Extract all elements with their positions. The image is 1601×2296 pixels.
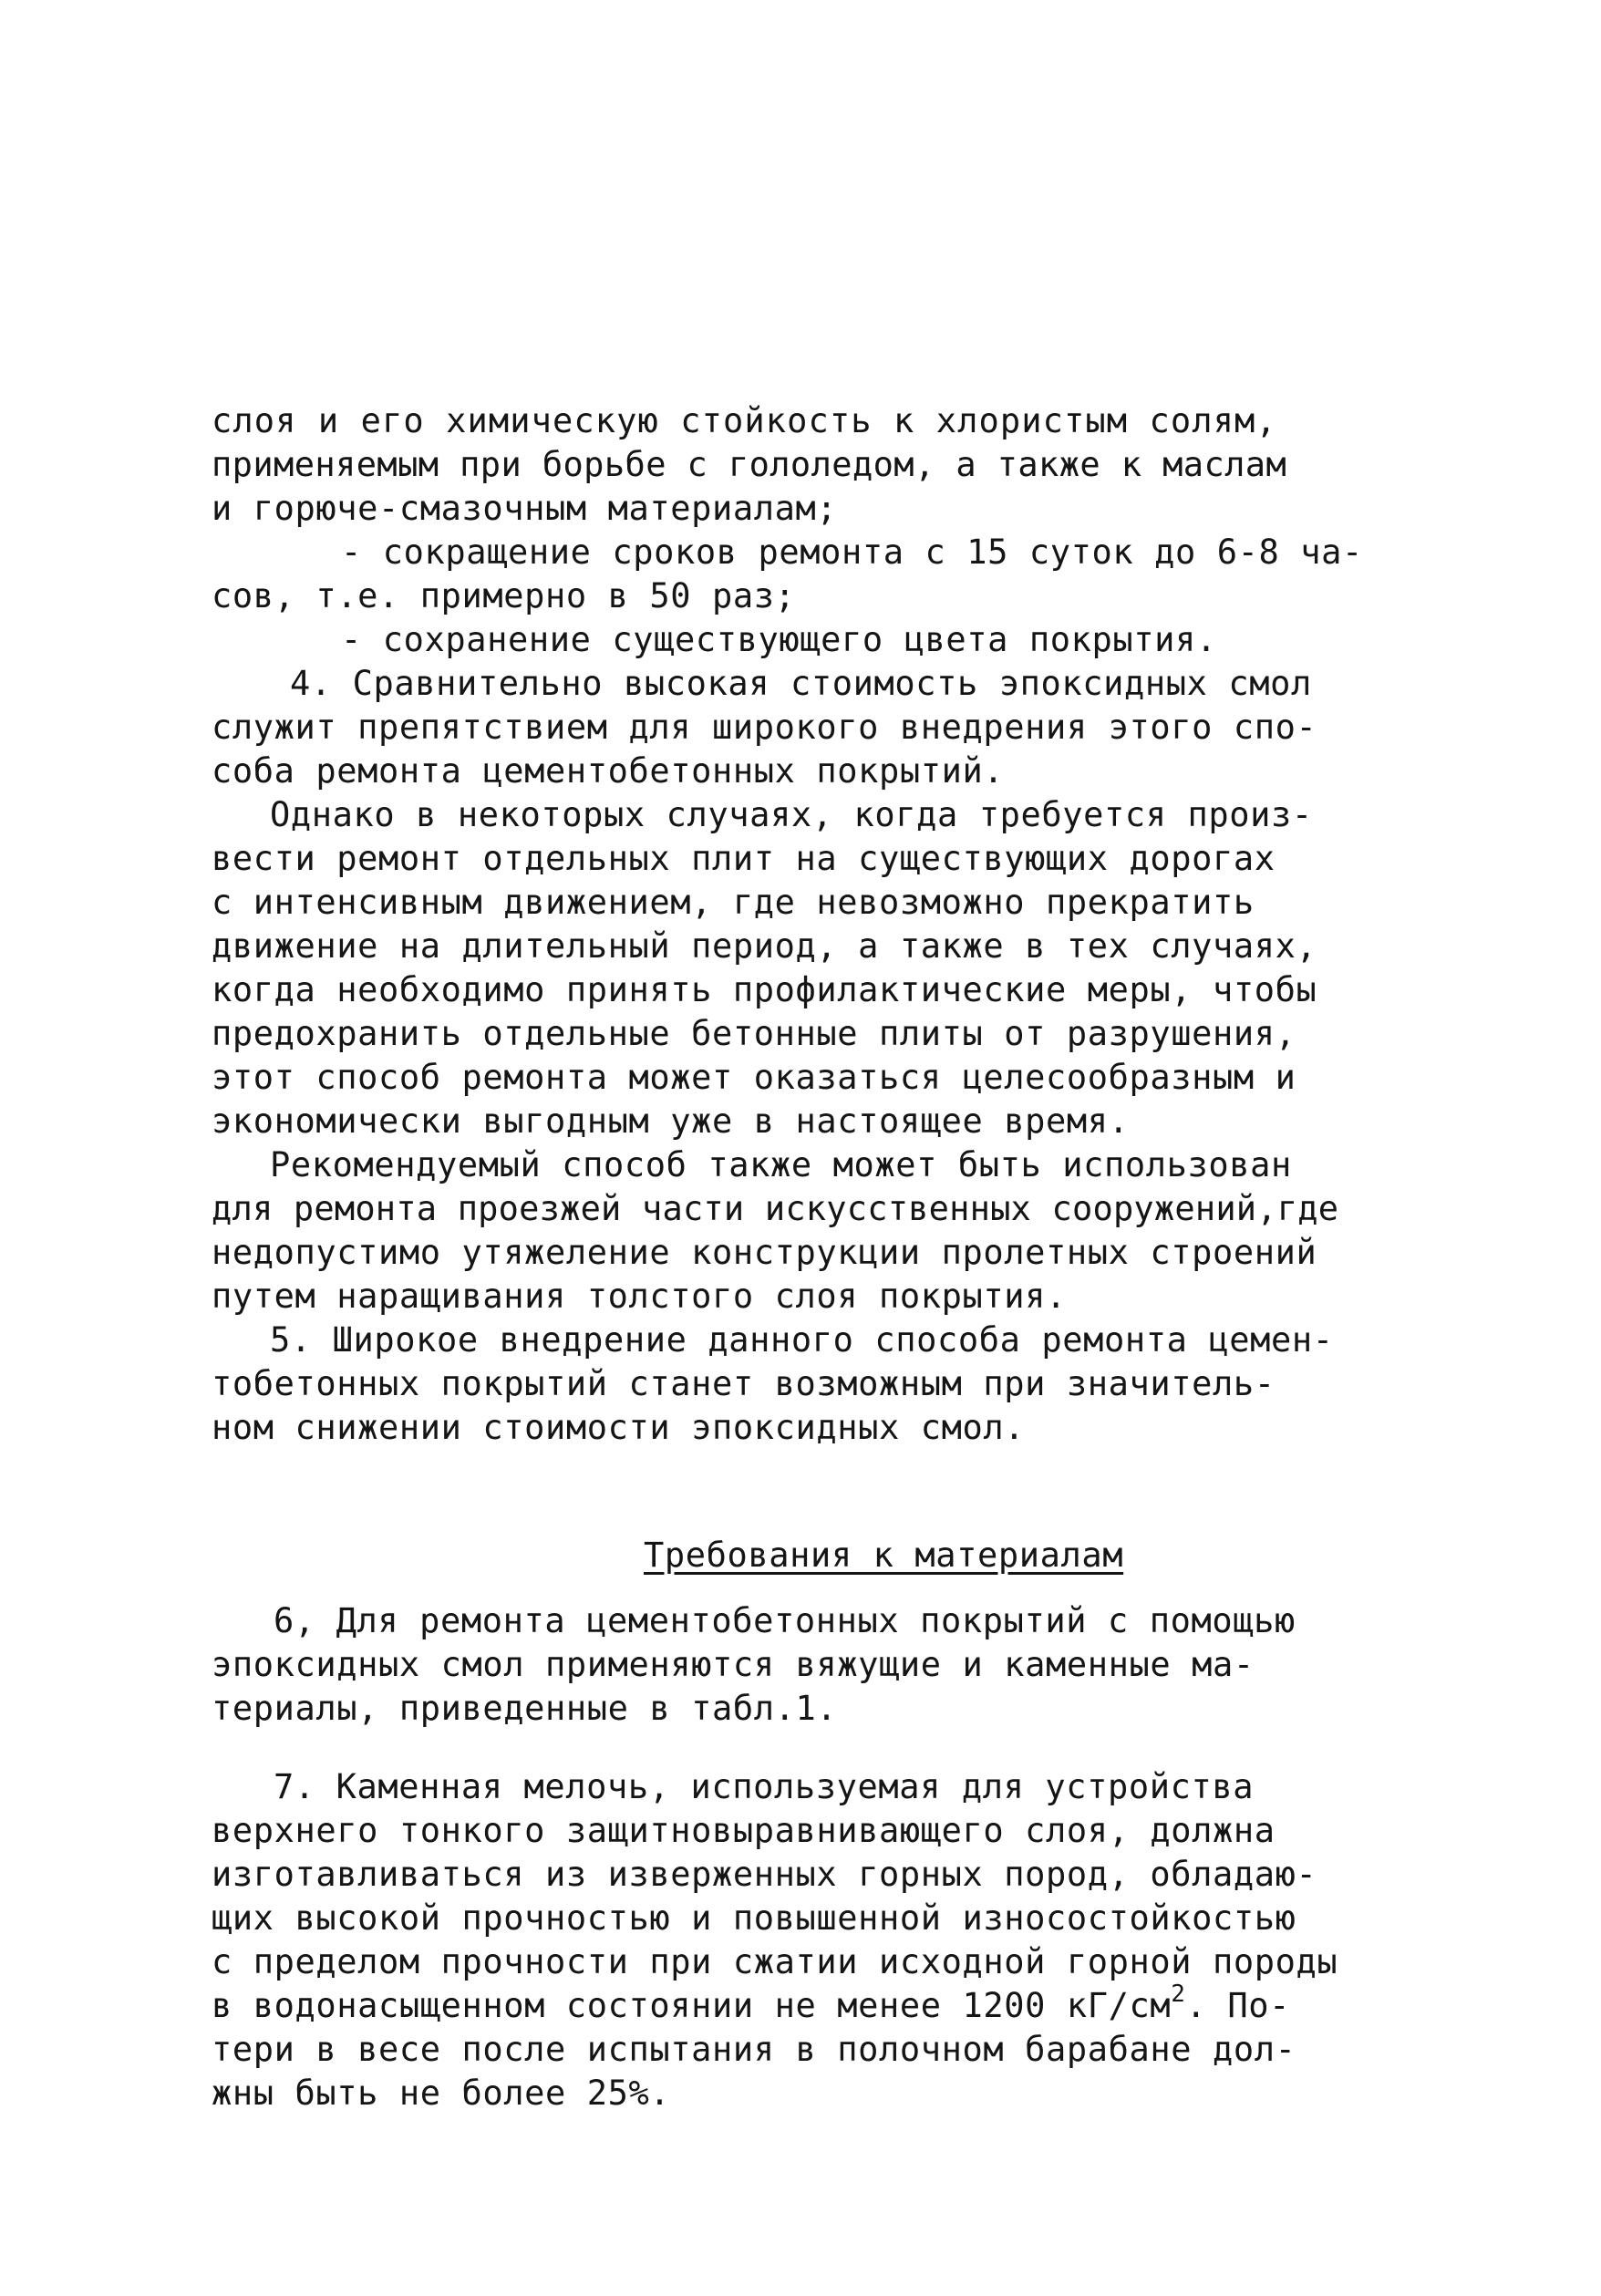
text-line: щих высокой прочностью и повышенной износостойкостью <box>212 1898 1296 1938</box>
text-line: жны быть не более 25%. <box>212 2074 671 2113</box>
text-line: изготавливаться из изверженных горных пород, обладаю- <box>212 1855 1317 1894</box>
text-line: ном снижении стоимости эпоксидных смол. <box>212 1408 1026 1447</box>
text-line: и горюче-смазочным материалам; <box>212 489 838 528</box>
text-line: с пределом прочности при сжатии исходной горной породы <box>212 1942 1338 1981</box>
text-line: с интенсивным движением, где невозможно прекратить <box>212 883 1255 922</box>
text-line: путем наращивания толстого слоя покрытия. <box>212 1277 1067 1316</box>
paragraph-start: Однако в некоторых случаях, когда требуется произ- <box>270 795 1313 834</box>
list-item: - сохранение существующего цвета покрытия. <box>341 620 1217 659</box>
text-line: когда необходимо принять профилактические меры, чтобы <box>212 970 1317 1009</box>
list-item: - сокращение сроков ремонта с 15 суток до 6-8 ча- <box>341 533 1363 572</box>
paragraph-start: 7. Каменная мелочь, используемая для устройства <box>274 1767 1255 1806</box>
text-line: тери в весе после испытания в полочном барабане дол- <box>212 2030 1296 2069</box>
text-line: для ремонта проезжей части искусственных сооружений,где <box>212 1189 1339 1228</box>
text-segment: . По- <box>1185 1986 1290 2025</box>
text-line: этот способ ремонта может оказаться целесообразным и <box>212 1058 1296 1097</box>
text-line: тобетонных покрытий станет возможным при значитель- <box>212 1364 1276 1403</box>
text-line: экономически выгодным уже в настоящее время. <box>212 1101 1130 1141</box>
text-line: соба ремонта цементобетонных покрытий. <box>212 751 1005 791</box>
paragraph-start: 6, Для ремонта цементобетонных покрытий с помощью <box>274 1601 1296 1640</box>
paragraph-start: 5. Широкое внедрение данного способа ремонта цемен- <box>270 1320 1334 1360</box>
text-segment: в водонасыщенном состоянии не менее 1200 кГ/см <box>212 1986 1172 2025</box>
text-line: служит препятствием для широкого внедрения этого спо- <box>212 708 1317 747</box>
text-line: вести ремонт отдельных плит на существующих дорогах <box>212 839 1276 878</box>
superscript: 2 <box>1171 1980 1186 2008</box>
text-line: движение на длительный период, а также в тех случаях, <box>212 926 1317 966</box>
text-line-with-unit <box>212 1980 1290 2028</box>
paragraph-start: 4. Сравнительно высокая стоимость эпоксидных смол <box>290 664 1312 703</box>
text-line: верхнего тонкого защитновыравнивающего слоя, должна <box>212 1811 1276 1850</box>
text-line: териалы, приведенные в табл.1. <box>212 1689 838 1728</box>
text-line: сов, т.е. примерно в 50 раз; <box>212 576 796 615</box>
text-line: недопустимо утяжеление конструкции пролетных строений <box>212 1233 1317 1272</box>
text-line: применяемым при борьбе с гололедом, а также к маслам <box>212 445 1287 484</box>
text-line: слоя и его химическую стойкость к хлористым солям, <box>212 401 1277 440</box>
paragraph-start: Рекомендуемый способ также может быть использован <box>270 1145 1292 1184</box>
text-line: предохранить отдельные бетонные плиты от разрушения, <box>212 1014 1296 1053</box>
section-heading: Требования к материалам <box>644 1536 1124 1575</box>
text-line: эпоксидных смол применяются вяжущие и каменные ма- <box>212 1645 1255 1684</box>
